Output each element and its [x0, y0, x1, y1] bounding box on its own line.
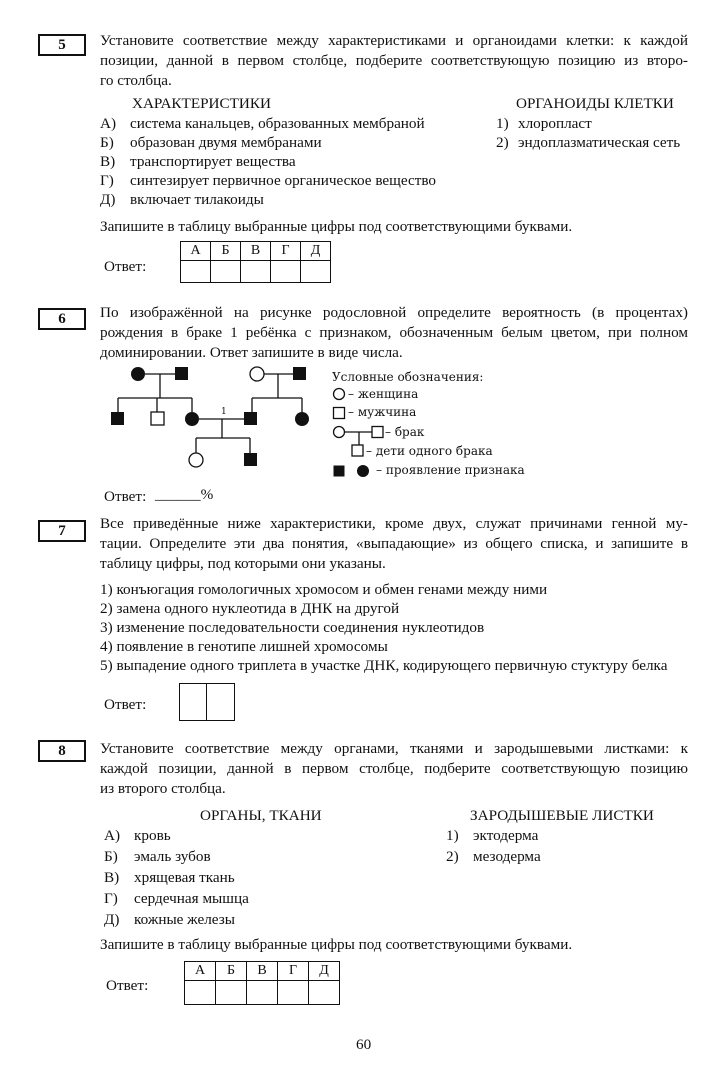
q6-answer-label: Ответ: — [104, 488, 147, 505]
q8-item-letter: Г) — [104, 890, 118, 907]
pedigree-male-affected — [175, 367, 188, 380]
q8-item-text: сердечная мышца — [134, 890, 249, 907]
q8-item-letter: Б) — [104, 848, 118, 865]
q5-answer-table — [180, 241, 331, 283]
q8-answer-label: Ответ: — [106, 977, 149, 994]
q8-item-text: хрящевая ткань — [134, 869, 235, 886]
legend-marriage-label: – брак — [385, 425, 425, 439]
pedigree-male-affected — [244, 453, 257, 466]
q6-answer-blank[interactable]: ______% — [155, 486, 214, 503]
q5-right-header: ОРГАНОИДЫ КЛЕТКИ — [516, 95, 674, 112]
q5-text-line-2: позиции, данной в первом столбце, подберите соответствующую позицию из второ- — [100, 52, 688, 69]
page-number: 60 — [356, 1036, 372, 1053]
q8-answer-cell[interactable] — [278, 981, 309, 1005]
q5-table-header: Г — [271, 242, 301, 261]
pedigree-male — [151, 412, 164, 425]
pedigree-male-affected — [293, 367, 306, 380]
q5-item-letter: А) — [100, 115, 117, 132]
q5-item-text: транспортирует вещества — [130, 153, 296, 170]
q7-item: 2) замена одного нуклеотида в ДНК на другой — [100, 600, 400, 617]
q5-answer-cell[interactable] — [271, 261, 301, 283]
legend-children-label: – дети одного брака — [366, 444, 493, 458]
q5-item-text: система канальцев, образованных мембраной — [130, 115, 425, 132]
legend-trait-label: – проявление признака — [376, 463, 525, 477]
q8-item-text: эмаль зубов — [134, 848, 211, 865]
q7-text-line-3: таблицу цифры, под которыми они указаны. — [100, 555, 386, 572]
q8-option-num: 2) — [446, 848, 459, 865]
q8-right-header: ЗАРОДЫШЕВЫЕ ЛИСТКИ — [470, 807, 654, 824]
q5-instruction: Запишите в таблицу выбранные цифры под соответствующими буквами. — [100, 218, 573, 235]
q5-text-line-3: го столбца. — [100, 72, 172, 89]
pedigree-diagram — [100, 360, 330, 475]
q7-item: 5) выпадение одного триплета в участке ДНК, кодирующего первичную стуктуру белка — [100, 657, 668, 674]
q8-item-text: кожные железы — [134, 911, 235, 928]
q7-item: 3) изменение последовательности соединения нуклеотидов — [100, 619, 485, 636]
q5-item-letter: Г) — [100, 172, 114, 189]
q5-table-header: Д — [301, 242, 331, 261]
q6-text-line-3: доминировании. Ответ запишите в виде числа. — [100, 344, 403, 361]
question-5-number: 5 — [38, 34, 86, 56]
legend-female-icon — [332, 387, 346, 401]
q5-option-text: эндоплазматическая сеть — [518, 134, 681, 151]
q5-text-line-1: Установите соответствие между характеристиками и органоидами клетки: к каждой — [100, 32, 688, 49]
q5-option-text: хлоропласт — [518, 115, 592, 132]
legend-trait-icon — [332, 464, 374, 478]
q6-text-line-1: По изображённой на рисунке родословной определите вероятность (в процентах) — [100, 304, 688, 321]
q5-option-num: 1) — [496, 115, 509, 132]
pedigree-female — [250, 367, 264, 381]
q5-table-header: А — [181, 242, 211, 261]
q8-item-letter: А) — [104, 827, 121, 844]
q8-left-header: ОРГАНЫ, ТКАНИ — [200, 807, 322, 824]
q7-item: 1) конъюгация гомологичных хромосом и обмен генами между ними — [100, 581, 548, 598]
q8-answer-cell[interactable] — [216, 981, 247, 1005]
q8-option-text: мезодерма — [473, 848, 541, 865]
question-7-number: 7 — [38, 520, 86, 542]
q8-answer-cell[interactable] — [309, 981, 340, 1005]
q8-table-header: Д — [309, 962, 340, 981]
q8-table-header: А — [185, 962, 216, 981]
pedigree-male-affected — [244, 412, 257, 425]
q7-item: 4) появление в генотипе лишней хромосомы — [100, 638, 388, 655]
q5-item-text: образован двумя мембранами — [130, 134, 322, 151]
q8-item-letter: В) — [104, 869, 120, 886]
q8-item-text: кровь — [134, 827, 171, 844]
q8-text-line-3: из второго столбца. — [100, 780, 226, 797]
q7-text-line-1: Все приведённые ниже характеристики, кроме двух, служат причинами генной му- — [100, 515, 688, 532]
q5-table-header: Б — [211, 242, 241, 261]
q5-item-letter: Д) — [100, 191, 116, 208]
q5-item-letter: Б) — [100, 134, 114, 151]
q5-answer-label: Ответ: — [104, 258, 147, 275]
q5-answer-cell[interactable] — [181, 261, 211, 283]
q8-text-line-1: Установите соответствие между органами, тканями и зародышевыми листками: к — [100, 740, 688, 757]
q7-answer-label: Ответ: — [104, 696, 147, 713]
q5-answer-cell[interactable] — [211, 261, 241, 283]
q8-table-header: В — [247, 962, 278, 981]
pedigree-female-affected — [131, 367, 145, 381]
q5-table-header: В — [241, 242, 271, 261]
q5-option-num: 2) — [496, 134, 509, 151]
q5-item-text: синтезирует первичное органическое вещество — [130, 172, 437, 189]
q8-option-text: эктодерма — [473, 827, 539, 844]
q5-item-letter: В) — [100, 153, 116, 170]
question-8-number: 8 — [38, 740, 86, 762]
q8-item-letter: Д) — [104, 911, 120, 928]
pedigree-male-affected — [111, 412, 124, 425]
pedigree-marriage-label: 1 — [221, 407, 227, 417]
q8-answer-table — [184, 961, 340, 1005]
q8-text-line-2: каждой позиции, данной в первом столбце, подберите соответствующую позицию — [100, 760, 688, 777]
q5-item-text: включает тилакоиды — [130, 191, 264, 208]
q5-left-header: ХАРАКТЕРИСТИКИ — [132, 95, 271, 112]
legend-title: Условные обозначения: — [332, 370, 484, 384]
q8-table-header: Б — [216, 962, 247, 981]
q7-answer-cell[interactable] — [179, 683, 207, 721]
q8-option-num: 1) — [446, 827, 459, 844]
legend-male-icon — [332, 406, 346, 420]
pedigree-female — [189, 453, 203, 467]
q5-answer-cell[interactable] — [241, 261, 271, 283]
q8-table-header: Г — [278, 962, 309, 981]
q5-answer-cell[interactable] — [301, 261, 331, 283]
legend-male-label: – мужчина — [348, 405, 417, 419]
q8-answer-cell[interactable] — [247, 981, 278, 1005]
q7-text-line-2: тации. Определите эти два понятия, «выпадающие» из общего списка, и запишите в — [100, 535, 688, 552]
q7-answer-cell[interactable] — [206, 683, 235, 721]
legend-female-label: – женщина — [348, 387, 419, 401]
q8-answer-cell[interactable] — [185, 981, 216, 1005]
pedigree-female-affected — [295, 412, 309, 426]
q8-instruction: Запишите в таблицу выбранные цифры под соответствующими буквами. — [100, 936, 573, 953]
q6-text-line-2: рождения в браке 1 ребёнка с признаком, обозначенным белым цветом, при полном — [100, 324, 688, 341]
question-6-number: 6 — [38, 308, 86, 330]
pedigree-female-affected — [185, 412, 199, 426]
